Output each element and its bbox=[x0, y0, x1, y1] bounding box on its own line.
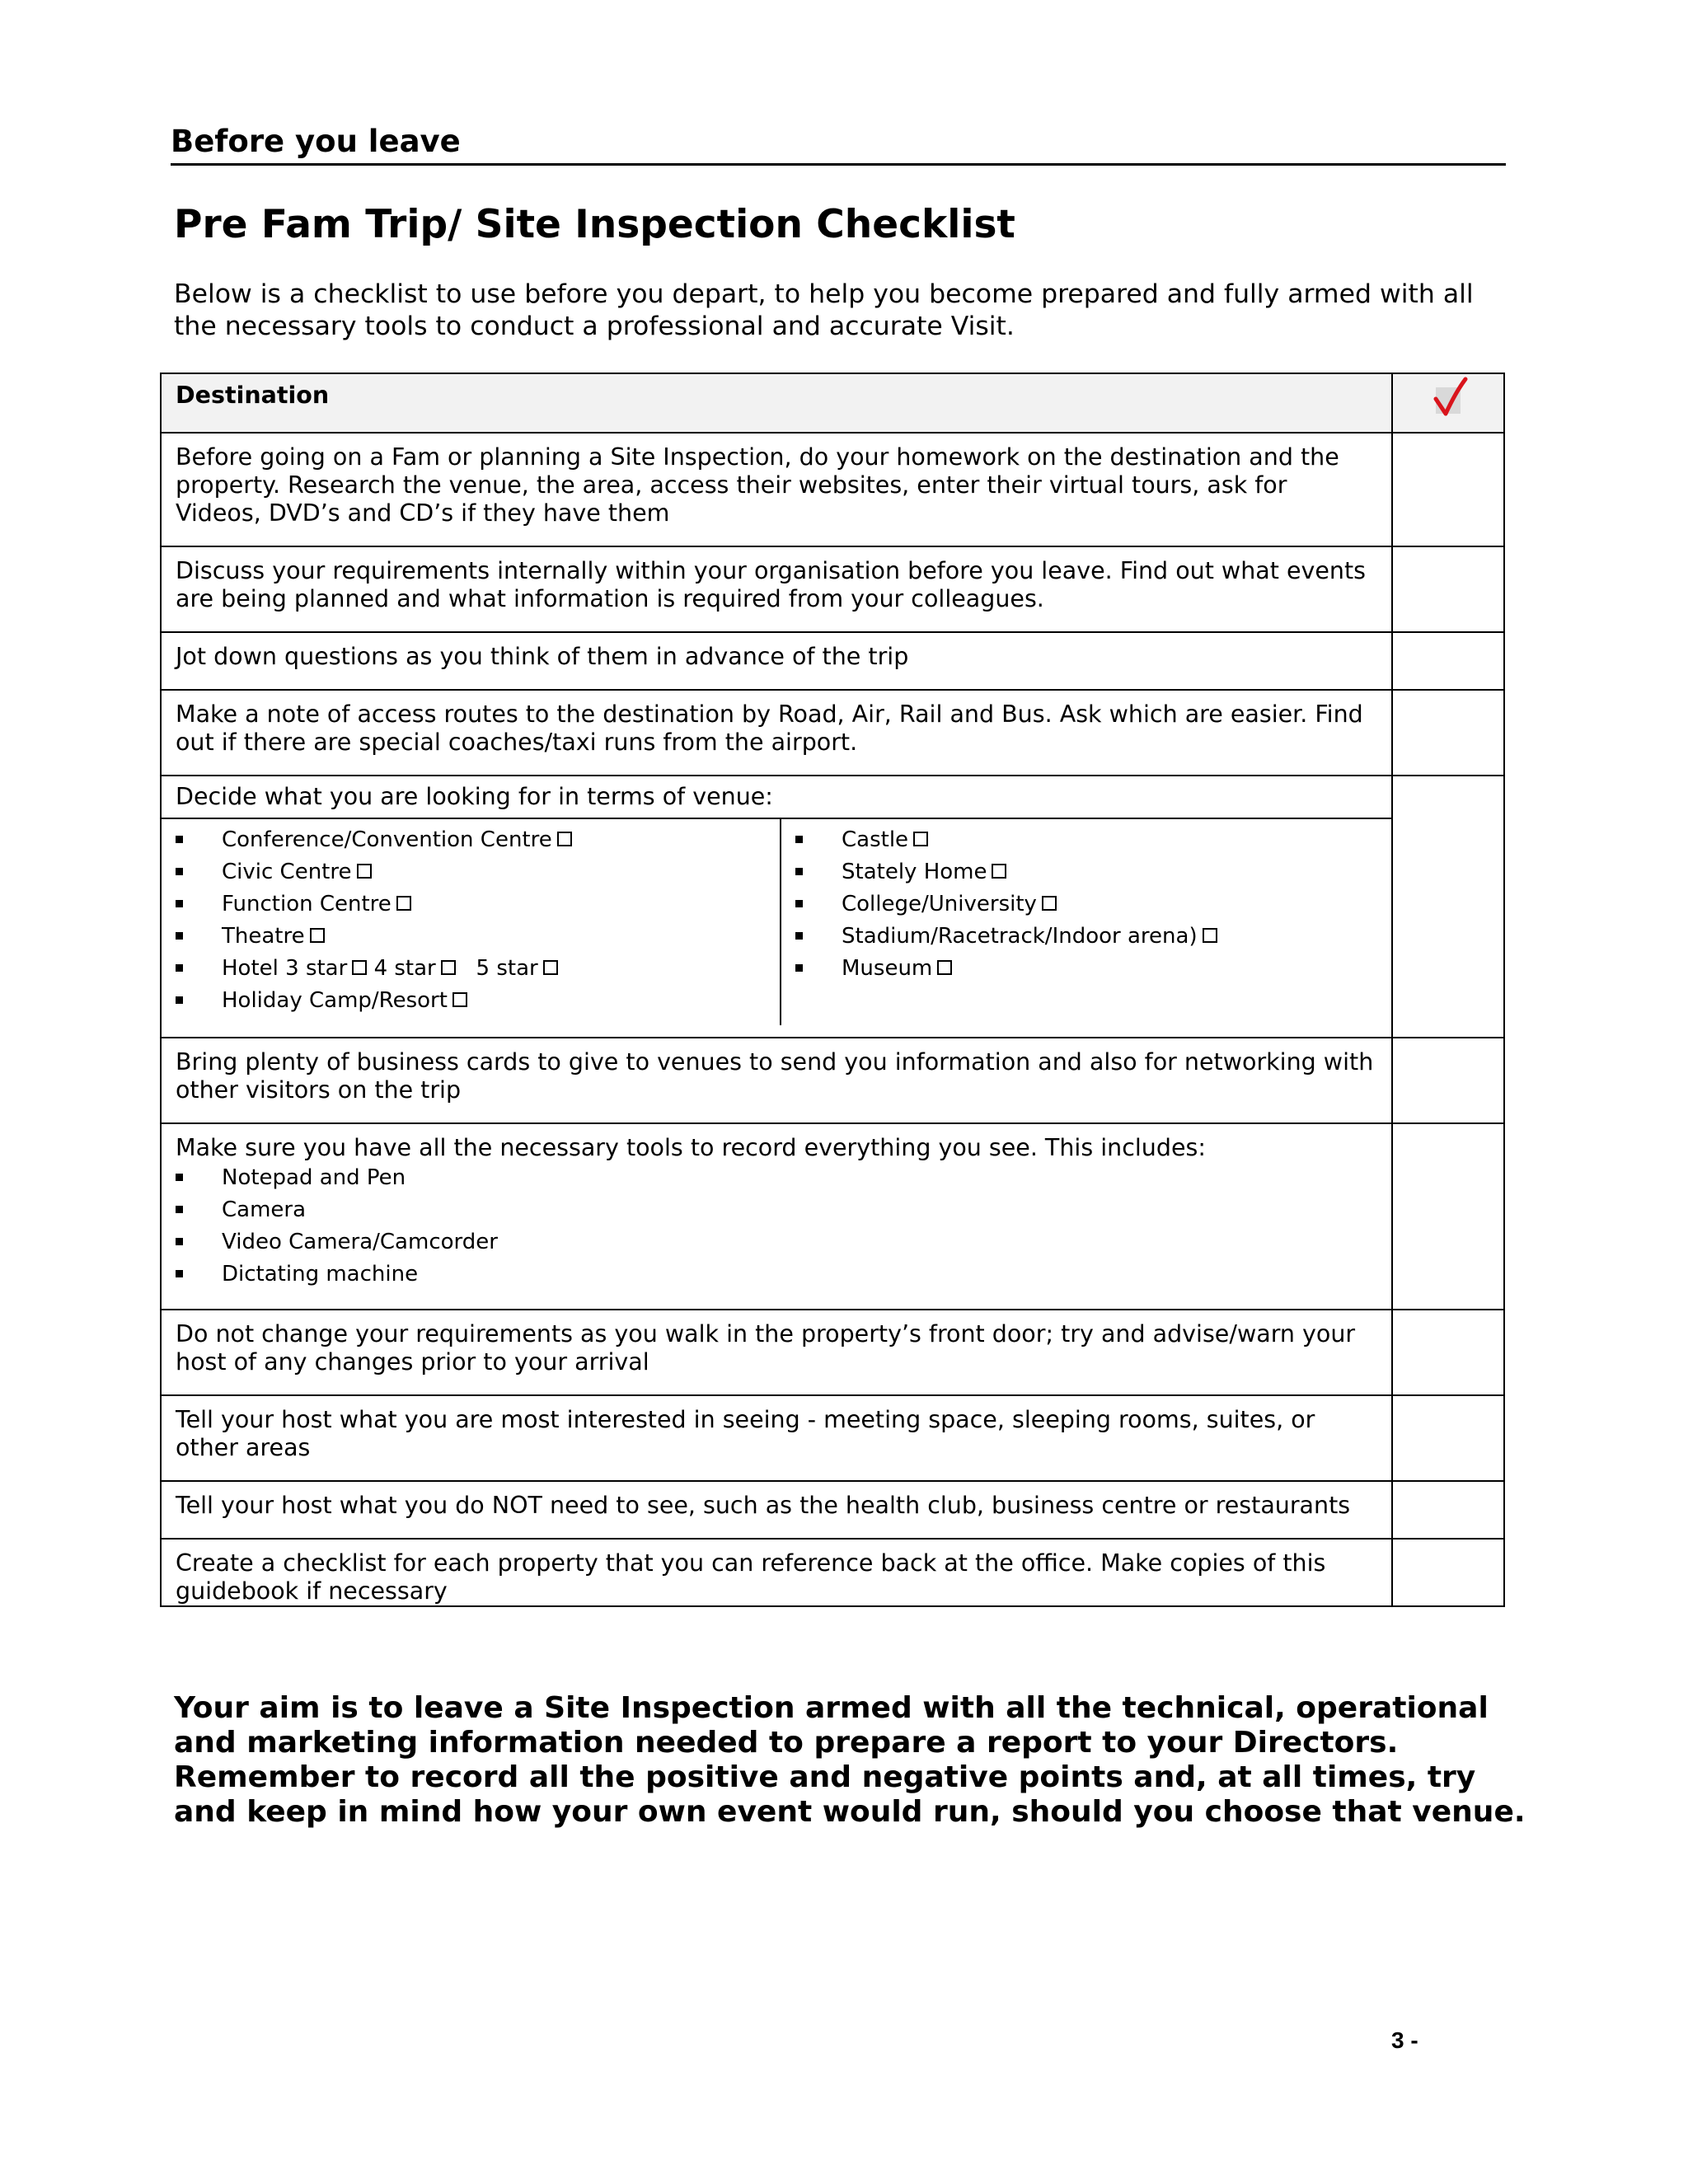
checklist-row bbox=[161, 632, 1504, 690]
list-item: Theatre bbox=[176, 921, 780, 953]
checklist-row-text: Tell your host what you do NOT need to see, such as the health club, business centre or restaurants bbox=[161, 1481, 1392, 1539]
venue-options-left bbox=[162, 819, 781, 1025]
venue-options-right bbox=[781, 819, 1391, 1025]
checklist-row-text: Before going on a Fam or planning a Site Inspection, do your homework on the destination and the property. Research the venue, the area, access their websites, enter their virtual tours, ask for Videos, DVD’s and CD’s if they have them bbox=[161, 433, 1392, 546]
checklist-row bbox=[161, 1310, 1504, 1395]
red-checkmark-icon bbox=[1393, 374, 1503, 425]
list-item-hotel: Hotel 3 star 4 star 5 star bbox=[176, 953, 780, 985]
list-item: Holiday Camp/Resort bbox=[176, 985, 780, 1017]
checklist-row-text: Discuss your requirements internally within your organisation before you leave. Find out what events are being planned and what information is required from your colleagues. bbox=[161, 546, 1392, 632]
checklist-row bbox=[161, 1539, 1504, 1606]
checklist-tick-box[interactable] bbox=[1392, 632, 1504, 690]
venue-options-row bbox=[161, 818, 1504, 1038]
checkbox-icon[interactable] bbox=[441, 960, 456, 975]
list-item: Notepad and Pen bbox=[176, 1162, 1378, 1194]
checklist-row bbox=[161, 1038, 1504, 1123]
list-item: Civic Centre bbox=[176, 856, 780, 888]
checklist-tick-box[interactable] bbox=[1392, 690, 1504, 776]
checkbox-icon[interactable] bbox=[1203, 928, 1217, 943]
venue-list-left bbox=[176, 824, 780, 1017]
tools-row bbox=[161, 1123, 1504, 1310]
venue-options-cell bbox=[161, 818, 1392, 1038]
checkbox-icon[interactable] bbox=[557, 832, 572, 846]
checklist-tick-box[interactable] bbox=[1392, 433, 1504, 546]
list-item: Dictating machine bbox=[176, 1258, 1378, 1291]
list-item: Stadium/Racetrack/Indoor arena) bbox=[795, 921, 1391, 953]
venue-list-right bbox=[795, 824, 1391, 985]
checklist-header-cell bbox=[161, 373, 1392, 433]
venue-prompt-row bbox=[161, 776, 1504, 818]
checklist-tick-box[interactable] bbox=[1392, 1481, 1504, 1539]
checklist-tick-box[interactable] bbox=[1392, 1310, 1504, 1395]
checklist-tick-box[interactable] bbox=[1392, 776, 1504, 1038]
checklist-row bbox=[161, 546, 1504, 632]
checklist-tick-box[interactable] bbox=[1392, 546, 1504, 632]
checklist-table bbox=[160, 373, 1505, 1607]
checkbox-icon[interactable] bbox=[452, 992, 467, 1007]
checklist-row bbox=[161, 433, 1504, 546]
checklist-header-row bbox=[161, 373, 1504, 433]
tick-header-cell bbox=[1392, 373, 1504, 433]
tools-cell: Make sure you have all the necessary tools to record everything you see. This includes: Notepad and Pen Camera Video Camera/Camcorder Dictating machine bbox=[161, 1123, 1392, 1310]
page-number: 3 - bbox=[1391, 2027, 1418, 2053]
checkbox-icon[interactable] bbox=[543, 960, 558, 975]
intro-paragraph: Below is a checklist to use before you depart, to help you become prepared and fully armed with all the necessary tools to conduct a professional and accurate Visit. bbox=[174, 279, 1474, 341]
checklist-row-text: Make a note of access routes to the destination by Road, Air, Rail and Bus. Ask which are easier. Find out if there are special coaches/taxi runs from the airport. bbox=[161, 690, 1392, 776]
closing-paragraph: Your aim is to leave a Site Inspection armed with all the technical, operational and marketing information needed to prepare a report to your Directors. Remember to record all the positive and negative points and, at all times, try and keep in mind how your own event would run, should you choose that venue. bbox=[174, 1691, 1526, 1829]
checklist-row-text: Bring plenty of business cards to give to venues to send you information and also for networking with other visitors on the trip bbox=[161, 1038, 1392, 1123]
list-item: Museum bbox=[795, 953, 1391, 985]
list-item: Video Camera/Camcorder bbox=[176, 1226, 1378, 1258]
checklist-tick-box[interactable] bbox=[1392, 1539, 1504, 1606]
list-item: Castle bbox=[795, 824, 1391, 856]
checkbox-icon[interactable] bbox=[992, 864, 1006, 879]
checklist-row-text: Create a checklist for each property that you can reference back at the office. Make copies of this guidebook if necessary bbox=[161, 1539, 1392, 1606]
checkbox-icon[interactable] bbox=[1042, 896, 1057, 911]
venue-prompt-cell: Decide what you are looking for in terms of venue: bbox=[161, 776, 1392, 818]
list-item: Conference/Convention Centre bbox=[176, 824, 780, 856]
checklist-row bbox=[161, 690, 1504, 776]
list-item: Stately Home bbox=[795, 856, 1391, 888]
list-item: College/University bbox=[795, 888, 1391, 921]
checkbox-icon[interactable] bbox=[913, 832, 928, 846]
section-header: Before you leave bbox=[171, 124, 1506, 166]
checklist-tick-box[interactable] bbox=[1392, 1123, 1504, 1310]
page-title: Pre Fam Trip/ Site Inspection Checklist bbox=[174, 202, 1015, 247]
checklist-row-text: Do not change your requirements as you walk in the property’s front door; try and advise/warn your host of any changes prior to your arrival bbox=[161, 1310, 1392, 1395]
checkbox-icon[interactable] bbox=[310, 928, 325, 943]
tools-list bbox=[162, 1162, 1391, 1302]
checklist-tick-box[interactable] bbox=[1392, 1038, 1504, 1123]
list-item: Function Centre bbox=[176, 888, 780, 921]
checklist-row-text: Tell your host what you are most interested in seeing - meeting space, sleeping rooms, suites, or other areas bbox=[161, 1395, 1392, 1481]
checklist-row bbox=[161, 1481, 1504, 1539]
list-item: Camera bbox=[176, 1194, 1378, 1226]
checklist-row bbox=[161, 1395, 1504, 1481]
checklist-row-text: Jot down questions as you think of them in advance of the trip bbox=[161, 632, 1392, 690]
checkbox-icon[interactable] bbox=[396, 896, 411, 911]
checkbox-icon[interactable] bbox=[937, 960, 952, 975]
checkbox-icon[interactable] bbox=[352, 960, 367, 975]
checklist-tick-box[interactable] bbox=[1392, 1395, 1504, 1481]
checkbox-icon[interactable] bbox=[357, 864, 372, 879]
destination-label: Destination bbox=[176, 382, 330, 409]
